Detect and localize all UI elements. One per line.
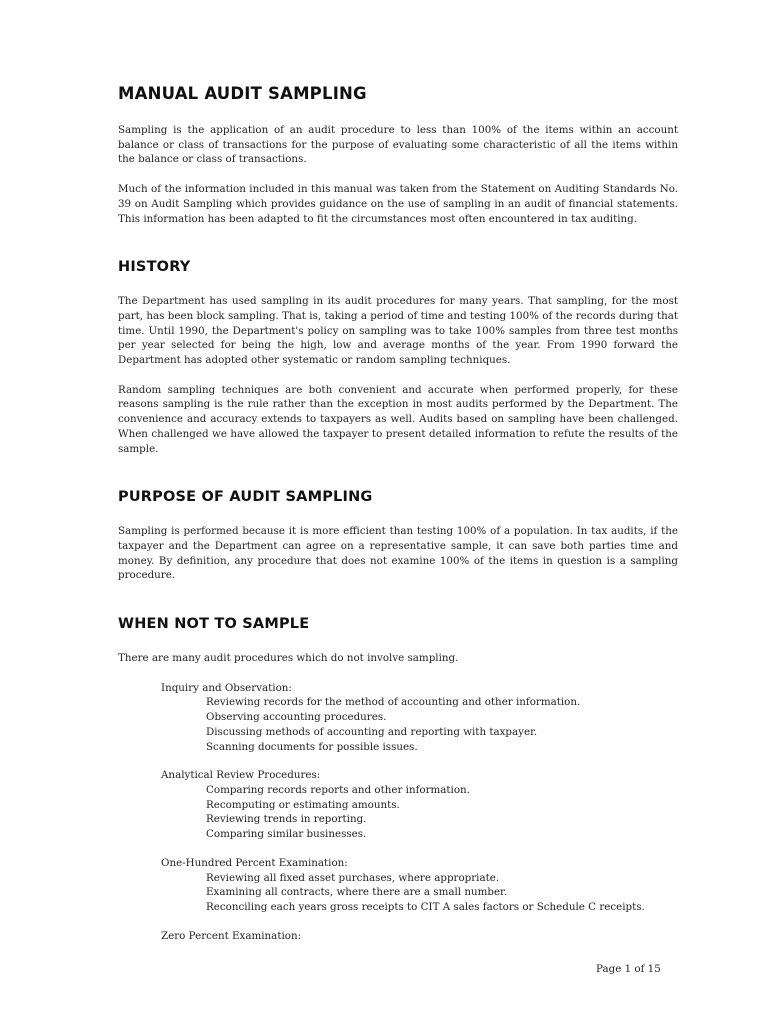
procedure-list <box>161 871 678 915</box>
procedure-list <box>161 695 678 754</box>
procedure-group <box>161 856 678 915</box>
procedure-item: Discussing methods of accounting and reporting with taxpayer. <box>206 725 538 738</box>
procedure-group <box>161 681 678 755</box>
procedure-item: Examining all contracts, where there are a small number. <box>206 886 508 899</box>
procedure-item: Scanning documents for possible issues. <box>206 740 418 753</box>
section-heading-history: HISTORY <box>118 259 191 276</box>
procedure-item: Comparing records reports and other information. <box>206 783 470 796</box>
intro-paragraph: Sampling is the application of an audit procedure to less than 100% of the items within an account balance or class of transactions for the purpose of evaluating some characteristic of all the items within the balance or class of transactions. <box>118 124 678 166</box>
history-paragraph: Random sampling techniques are both convenient and accurate when performed properly, for these reasons sampling is the rule rather than the exception in most audits performed by the Department. The convenience and accuracy extends to taxpayers as well. Audits based on sampling have been challenged. When challenged we have allowed the taxpayer to present detailed information to refute the results of the sample. <box>118 383 678 455</box>
procedure-group-title: Inquiry and Observation: <box>161 681 292 694</box>
procedure-item: Comparing similar businesses. <box>206 828 367 841</box>
procedure-group <box>161 768 678 842</box>
procedure-item: Reviewing trends in reporting. <box>206 813 367 826</box>
procedure-item: Reconciling each years gross receipts to CIT A sales factors or Schedule C receipts. <box>206 900 645 913</box>
section-heading-purpose: PURPOSE OF AUDIT SAMPLING <box>118 489 373 506</box>
procedure-group-title: Analytical Review Procedures: <box>161 769 321 782</box>
procedure-group-title: One-Hundred Percent Examination: <box>161 856 348 869</box>
procedure-group <box>161 929 678 944</box>
procedure-item: Recomputing or estimating amounts. <box>206 798 400 811</box>
page-number: Page 1 of 15 <box>596 963 661 975</box>
procedure-item: Reviewing records for the method of accounting and other information. <box>206 696 581 709</box>
procedure-item: Observing accounting procedures. <box>206 711 387 724</box>
section-heading-when-not-to-sample: WHEN NOT TO SAMPLE <box>118 616 310 633</box>
page-content <box>118 84 678 957</box>
document-title: MANUAL AUDIT SAMPLING <box>118 84 367 103</box>
intro-paragraph: Much of the information included in this manual was taken from the Statement on Auditing Standards No. 39 on Audit Sampling which provides guidance on the use of sampling in an audit of financial statements. This information has been adapted to fit the circumstances most often encountered in tax auditing. <box>118 183 678 225</box>
history-paragraph: The Department has used sampling in its audit procedures for many years. That sampling, for the most part, has been block sampling. That is, taking a period of time and testing 100% of the records during that time. Until 1990, the Department's policy on sampling was to take 100% samples from three test months per year selected for being the high, low and average months of the year. From 1990 forward the Department has adopted other systematic or random sampling techniques. <box>118 295 678 367</box>
purpose-paragraph: Sampling is performed because it is more efficient than testing 100% of a population. In tax audits, if the taxpayer and the Department can agree on a representative sample, it can save both parties time and money. By definition, any procedure that does not examine 100% of the items in question is a sampling procedure. <box>118 525 678 582</box>
procedure-list <box>161 783 678 842</box>
procedure-group-title: Zero Percent Examination: <box>161 929 302 942</box>
when-not-intro: There are many audit procedures which do not involve sampling. <box>118 652 459 665</box>
procedure-item: Reviewing all fixed asset purchases, where appropriate. <box>206 871 500 884</box>
